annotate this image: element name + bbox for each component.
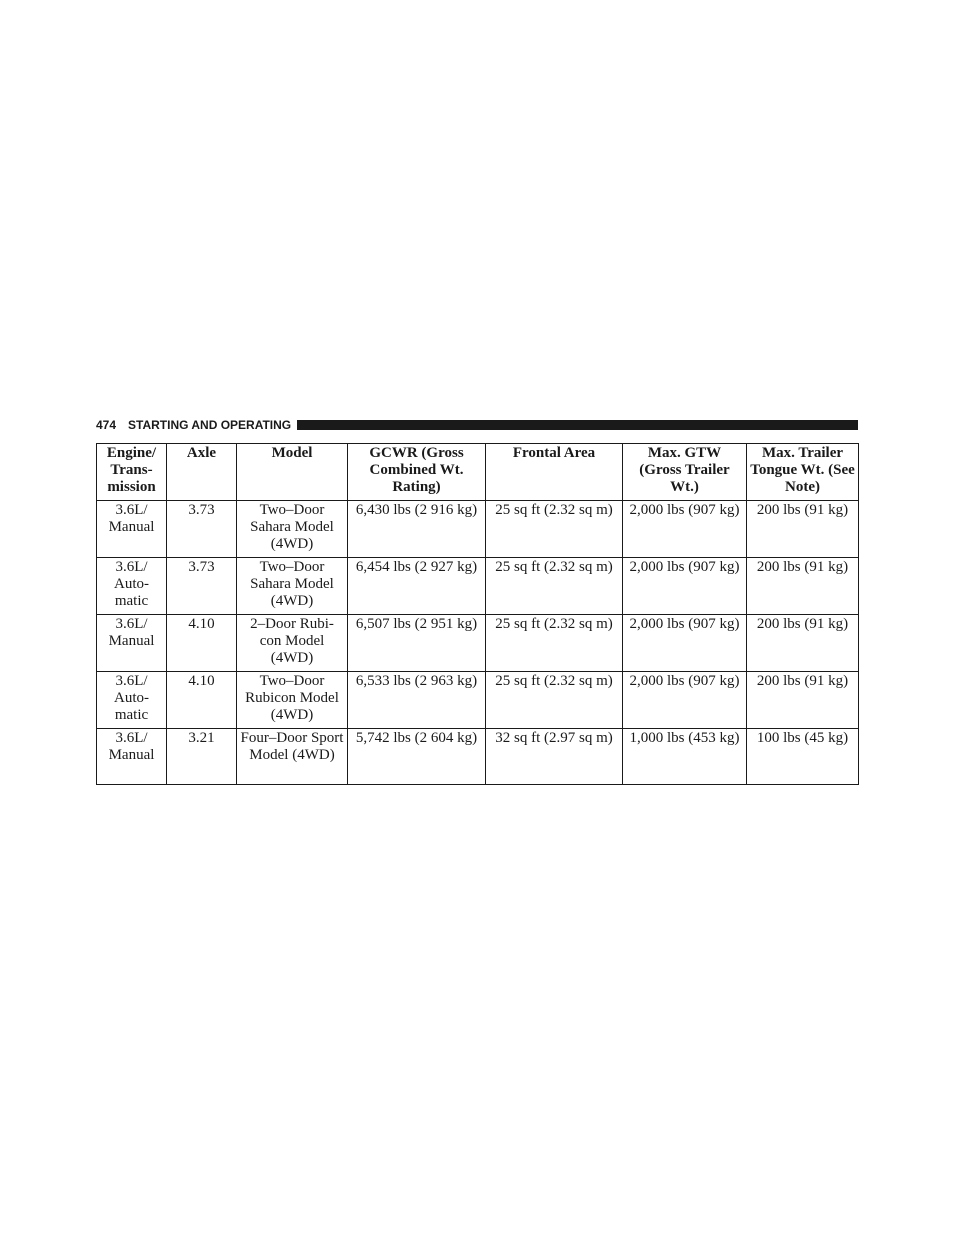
cell-max-gtw: 2,000 lbs (907 kg) — [623, 501, 747, 558]
cell-gcwr: 6,430 lbs (2 916 kg) — [348, 501, 486, 558]
cell-axle: 3.73 — [167, 501, 237, 558]
cell-max-gtw: 2,000 lbs (907 kg) — [623, 558, 747, 615]
cell-tongue-wt: 200 lbs (91 kg) — [747, 558, 859, 615]
cell-gcwr: 5,742 lbs (2 604 kg) — [348, 729, 486, 785]
cell-model: 2–Door Rubi- con Model (4WD) — [237, 615, 348, 672]
table-row — [97, 672, 859, 729]
cell-axle: 3.21 — [167, 729, 237, 785]
cell-engine: 3.6L/ Manual — [97, 501, 167, 558]
table-row — [97, 501, 859, 558]
cell-frontal-area: 25 sq ft (2.32 sq m) — [486, 615, 623, 672]
header-rule — [297, 420, 858, 430]
cell-model: Four–Door Sport Model (4WD) — [237, 729, 348, 785]
cell-engine: 3.6L/ Manual — [97, 729, 167, 785]
column-header-model: Model — [237, 444, 348, 501]
table-row — [97, 558, 859, 615]
cell-model: Two–Door Sahara Model (4WD) — [237, 501, 348, 558]
cell-max-gtw: 2,000 lbs (907 kg) — [623, 615, 747, 672]
cell-tongue-wt: 200 lbs (91 kg) — [747, 672, 859, 729]
column-header-frontal-area: Frontal Area — [486, 444, 623, 501]
cell-axle: 4.10 — [167, 672, 237, 729]
table-header-row — [97, 444, 859, 501]
cell-tongue-wt: 100 lbs (45 kg) — [747, 729, 859, 785]
cell-max-gtw: 2,000 lbs (907 kg) — [623, 672, 747, 729]
cell-frontal-area: 25 sq ft (2.32 sq m) — [486, 558, 623, 615]
column-header-engine: Engine/ Trans- mission — [97, 444, 167, 501]
page-number: 474 — [96, 418, 117, 432]
column-header-tongue-wt: Max. Trailer Tongue Wt. (See Note) — [747, 444, 859, 501]
cell-tongue-wt: 200 lbs (91 kg) — [747, 615, 859, 672]
cell-tongue-wt: 200 lbs (91 kg) — [747, 501, 859, 558]
cell-gcwr: 6,533 lbs (2 963 kg) — [348, 672, 486, 729]
cell-axle: 4.10 — [167, 615, 237, 672]
table-row — [97, 615, 859, 672]
cell-gcwr: 6,454 lbs (2 927 kg) — [348, 558, 486, 615]
cell-frontal-area: 25 sq ft (2.32 sq m) — [486, 672, 623, 729]
cell-engine: 3.6L/ Manual — [97, 615, 167, 672]
cell-axle: 3.73 — [167, 558, 237, 615]
column-header-axle: Axle — [167, 444, 237, 501]
column-header-gcwr: GCWR (Gross Combined Wt. Rating) — [348, 444, 486, 501]
cell-gcwr: 6,507 lbs (2 951 kg) — [348, 615, 486, 672]
cell-frontal-area: 32 sq ft (2.97 sq m) — [486, 729, 623, 785]
cell-max-gtw: 1,000 lbs (453 kg) — [623, 729, 747, 785]
column-header-max-gtw: Max. GTW (Gross Trailer Wt.) — [623, 444, 747, 501]
section-title: STARTING AND OPERATING — [128, 418, 292, 432]
cell-model: Two–Door Sahara Model (4WD) — [237, 558, 348, 615]
page-header — [96, 418, 858, 432]
cell-engine: 3.6L/ Auto- matic — [97, 558, 167, 615]
cell-frontal-area: 25 sq ft (2.32 sq m) — [486, 501, 623, 558]
cell-engine: 3.6L/ Auto- matic — [97, 672, 167, 729]
table-row — [97, 729, 859, 785]
cell-model: Two–Door Rubicon Model (4WD) — [237, 672, 348, 729]
trailer-towing-table — [96, 443, 859, 785]
